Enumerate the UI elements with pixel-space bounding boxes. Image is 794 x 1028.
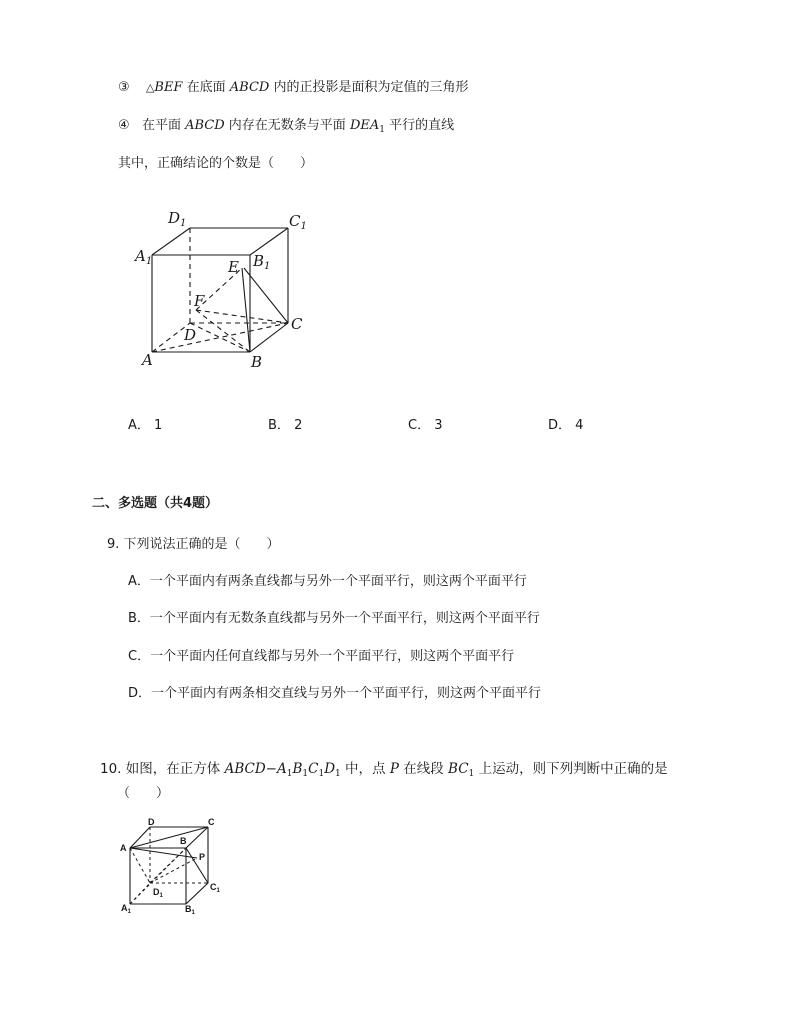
label-b1: $B_1$ (185, 904, 195, 916)
label-d: D (184, 326, 197, 344)
label-a: A (120, 843, 127, 853)
q10-stem: 10. 如图，在正方体 $ABCD-A_1B_1C_1D_1$ 中，点 P 在线段 $BC_1$ 上运动，则下列判断中正确的是 (100, 761, 668, 779)
edge-a1-d1 (152, 228, 190, 255)
label-a1: $A_1$ (135, 247, 153, 267)
q9-option-d[interactable]: D．一个平面内有两条相交直线与另外一个平面平行，则这两个平面平行 (128, 686, 542, 701)
edge-b1-c1 (250, 228, 288, 255)
point-name: P (389, 761, 399, 777)
text: 在平面 (141, 118, 181, 133)
segment-a-d1 (130, 848, 150, 883)
label-c: C (208, 817, 215, 827)
item-number: ③ (118, 80, 130, 95)
q8-option-c[interactable]: C． 3 (408, 418, 443, 433)
q8-option-d[interactable]: D． 4 (548, 418, 584, 433)
q9-option-b[interactable]: B．一个平面内有无数条直线都与另外一个平面平行，则这两个平面平行 (128, 611, 540, 626)
q8-question: 其中，正确结论的个数是（ ） (118, 156, 314, 171)
plane-name-2: $DEA_1$ (349, 118, 385, 135)
segment-name: $BC_1$ (448, 761, 475, 779)
label-c: C (291, 315, 303, 333)
text: 在底面 (186, 80, 226, 95)
text: 内存在无数条与平面 (228, 118, 346, 133)
label-e: E (228, 258, 239, 276)
text: 内的正投影是面积为定值的三角形 (273, 80, 469, 95)
triangle-symbol: △ (145, 81, 155, 94)
cube-name: $ABCD-A_1B_1C_1D_1$ (224, 761, 341, 779)
edge-b1-c1 (186, 883, 208, 904)
triangle-name: BEF (154, 80, 183, 95)
label-f: F (194, 292, 205, 310)
text: 平行的直线 (389, 118, 455, 133)
q10-paren: （ ） (117, 786, 170, 801)
segment-d1-p (150, 858, 197, 883)
label-b1: $B_1$ (253, 252, 271, 272)
item-number: ④ (118, 118, 130, 133)
label-d1: $D_1$ (168, 209, 187, 229)
q8-item-4 (118, 114, 454, 135)
label-a: A (142, 351, 153, 369)
label-b: B (180, 836, 187, 846)
label-a1: $A_1$ (121, 903, 131, 915)
segment-e-b (242, 268, 250, 352)
segment-e-c (244, 268, 288, 323)
q8-option-b[interactable]: B． 2 (268, 418, 303, 433)
plane-name: ABCD (185, 118, 225, 133)
q9-option-a[interactable]: A．一个平面内有两条直线都与另外一个平面平行，则这两个平面平行 (128, 574, 527, 589)
label-d: D (148, 817, 155, 827)
q8-item-3 (118, 76, 469, 95)
label-c1: $C_1$ (210, 882, 220, 894)
segment-f-c (196, 310, 288, 323)
label-c1: $C_1$ (289, 212, 307, 232)
q9-option-c[interactable]: C．一个平面内任何直线都与另外一个平面平行，则这两个平面平行 (128, 649, 515, 664)
label-d1: $D_1$ (153, 887, 163, 899)
q10-number: 10. (100, 761, 122, 777)
segment-d-b (190, 323, 250, 352)
segment-a-c (152, 323, 288, 352)
q10-cube-figure (118, 814, 230, 916)
plane-name: ABCD (229, 80, 270, 95)
q9-stem: 9. 下列说法正确的是（ ） (107, 537, 280, 552)
section-heading: 二、多选题（共4题） (92, 496, 219, 511)
label-b: B (251, 353, 263, 371)
q8-option-a[interactable]: A． 1 (128, 418, 163, 433)
q8-cube-figure (130, 205, 320, 375)
label-p: P (199, 852, 206, 862)
